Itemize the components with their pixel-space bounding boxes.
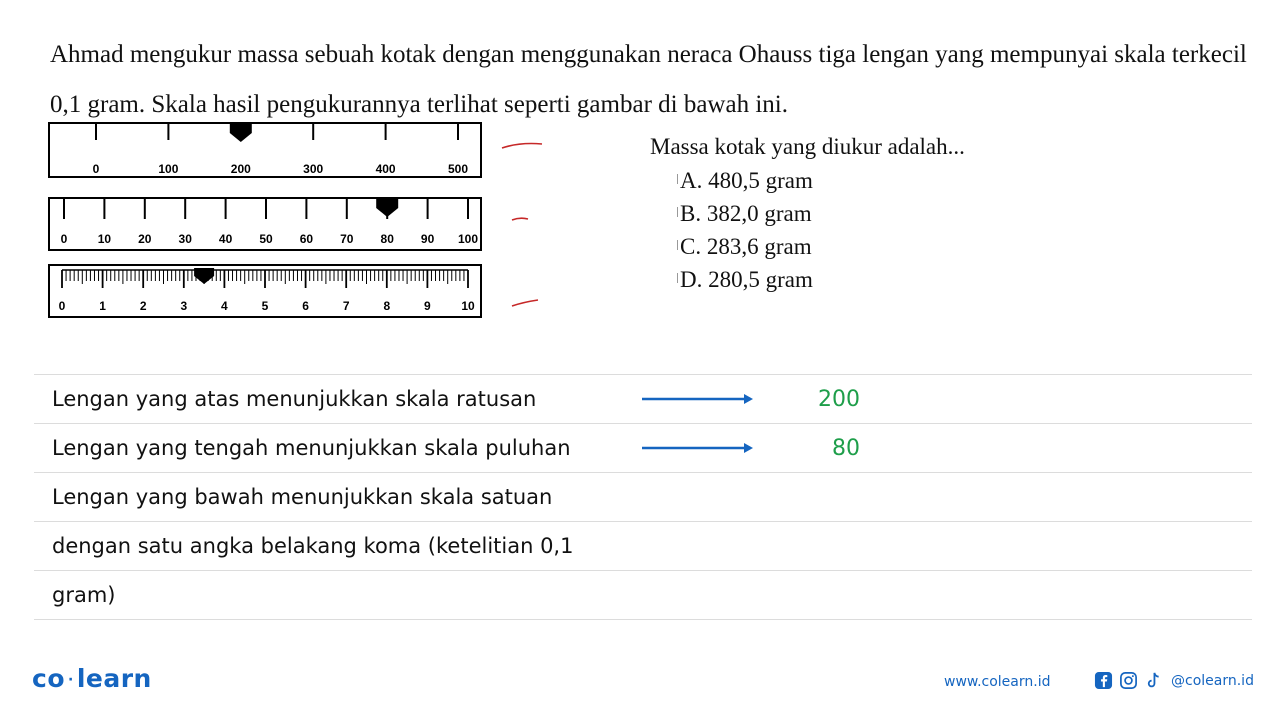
scale-tick-label: 80 <box>380 232 394 246</box>
scale-bottom <box>48 264 482 318</box>
scale-tick-label: 100 <box>457 232 479 246</box>
note-text: dengan satu angka belakang koma (ketelitian 0,1 <box>52 534 574 558</box>
brand-logo[interactable] <box>32 664 152 693</box>
scale-tick-label: 100 <box>158 162 179 176</box>
scale-tick-label: 90 <box>420 232 435 246</box>
scale-tick-label: 50 <box>259 232 273 246</box>
note-row <box>34 472 1252 521</box>
scale-top-svg <box>50 124 480 176</box>
note-value: 80 <box>832 435 860 461</box>
scale-tick-label: 300 <box>303 162 324 176</box>
footer <box>0 660 1280 700</box>
explanation-notes <box>34 374 1252 620</box>
options-prompt: Massa kotak yang diukur adalah... <box>650 134 965 159</box>
scale-tick-label: 10 <box>97 232 112 246</box>
scale-tick-label: 30 <box>178 232 192 246</box>
website-link[interactable]: www.colearn.id <box>944 674 1051 690</box>
scale-tick-label: 200 <box>230 162 251 176</box>
scale-tick-label: 9 <box>424 299 431 313</box>
scale-middle-svg <box>50 199 480 249</box>
note-text: gram) <box>52 583 116 607</box>
rider-weight <box>230 124 252 142</box>
scale-bottom-svg <box>50 266 480 316</box>
scale-tick-label: 7 <box>342 299 350 313</box>
rider-weight <box>194 268 214 284</box>
brand-dot: · <box>68 672 74 688</box>
scale-tick-label: 1 <box>99 299 106 313</box>
scale-tick-label: 6 <box>302 299 309 313</box>
brand-left: co <box>32 664 65 693</box>
note-text: Lengan yang tengah menunjukkan skala puluhan <box>52 436 571 460</box>
answer-options <box>650 130 1070 296</box>
brand-right: learn <box>76 664 152 693</box>
scale-tick-label: 5 <box>261 299 269 313</box>
scale-tick-label: 70 <box>340 232 354 246</box>
note-row <box>34 570 1252 620</box>
note-value: 200 <box>818 386 860 412</box>
scale-tick-label: 10 <box>461 299 475 313</box>
social-links <box>1094 671 1254 690</box>
arrow-right-icon <box>640 440 754 456</box>
pen-mark-middle <box>510 214 530 224</box>
instagram-icon[interactable] <box>1119 671 1138 690</box>
rider-weight <box>376 199 398 217</box>
scale-top <box>48 122 482 178</box>
pen-mark-bottom <box>510 296 540 310</box>
scale-middle <box>48 197 482 251</box>
scale-tick-label: 400 <box>375 162 396 176</box>
note-row <box>34 374 1252 423</box>
scale-tick-label: 60 <box>299 232 314 246</box>
scale-tick-label: 2 <box>139 299 147 313</box>
scale-tick-label: 3 <box>180 299 188 313</box>
social-handle[interactable]: @colearn.id <box>1171 672 1254 689</box>
note-text: Lengan yang atas menunjukkan skala ratusan <box>52 387 537 411</box>
scale-tick-label: 0 <box>58 299 66 313</box>
tiktok-icon[interactable] <box>1144 671 1163 690</box>
scale-tick-label: 500 <box>447 162 469 176</box>
note-row <box>34 423 1252 472</box>
facebook-icon[interactable] <box>1094 671 1113 690</box>
scale-tick-label: 0 <box>92 162 100 176</box>
option-d[interactable]: D. 280,5 gram <box>650 263 1070 296</box>
option-c[interactable]: C. 283,6 gram <box>650 230 1070 263</box>
arrow-right-icon <box>640 391 754 407</box>
question-text: Ahmad mengukur massa sebuah kotak dengan menggunakan neraca Ohauss tiga lengan yang mempunyai skala terkecil 0,1 gram. Skala hasil pengukurannya terlihat seperti gambar di bawah ini. <box>50 41 1247 118</box>
option-b[interactable]: B. 382,0 gram <box>650 197 1070 230</box>
pen-mark-top <box>500 138 544 152</box>
note-text: Lengan yang bawah menunjukkan skala satuan <box>52 485 553 509</box>
scale-tick-label: 20 <box>138 232 152 246</box>
note-row <box>34 521 1252 570</box>
scale-tick-label: 4 <box>221 299 228 313</box>
scale-tick-label: 40 <box>218 232 233 246</box>
scale-tick-label: 8 <box>383 299 391 313</box>
scale-tick-label: 0 <box>60 232 68 246</box>
option-a[interactable]: A. 480,5 gram <box>650 164 1070 197</box>
